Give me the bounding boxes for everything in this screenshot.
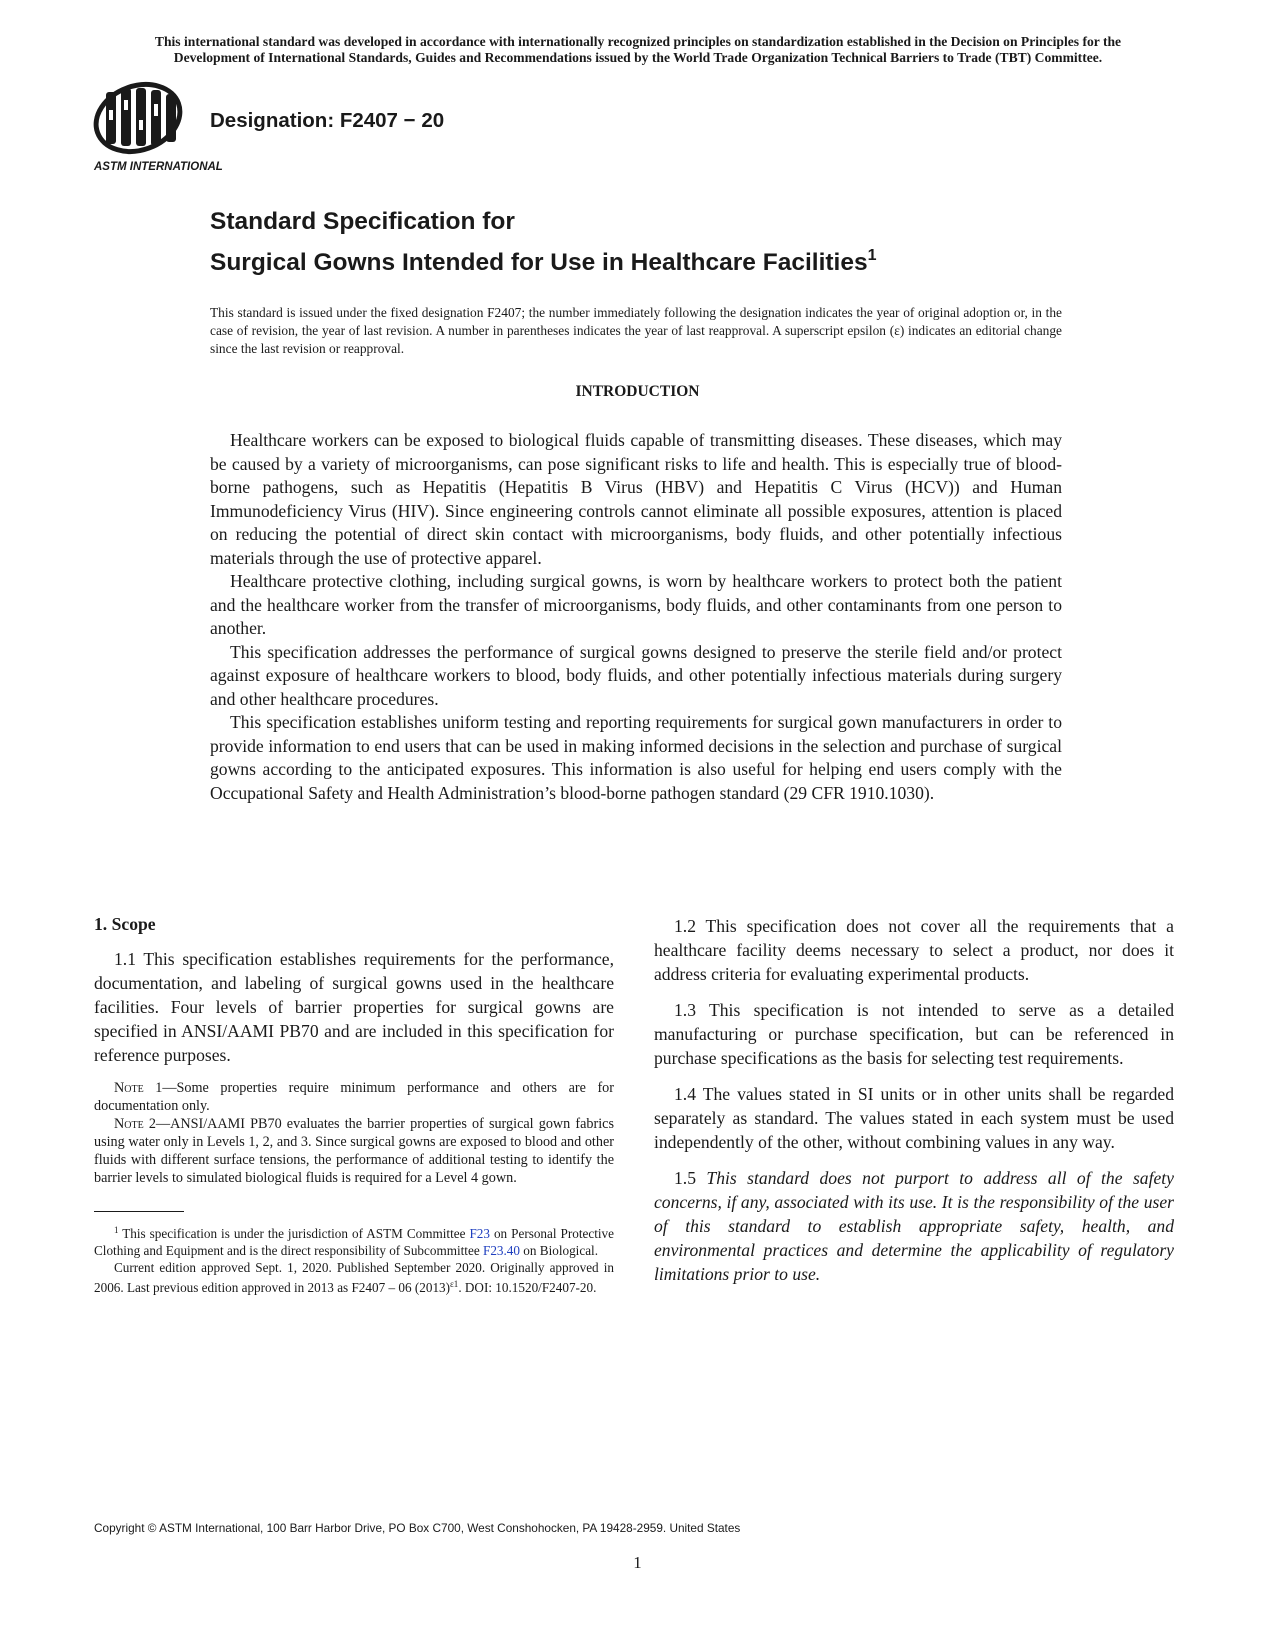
logo-text: ASTM INTERNATIONAL <box>94 161 223 173</box>
paragraph-1-2: 1.2 This specification does not cover all the requirements that a healthcare facility deems necessary to select a product, nor does it address criteria for evaluating experimental products. <box>654 916 1174 984</box>
scope-heading: 1. Scope <box>94 914 156 934</box>
astm-logo <box>90 80 223 176</box>
right-column <box>654 914 1174 1298</box>
left-column <box>94 914 614 1296</box>
subcommittee-link[interactable]: F23.40 <box>482 1243 520 1258</box>
note-1-text: —Some properties require minimum performance and others are for documentation only. <box>94 1080 614 1114</box>
paragraph-1-4: 1.4 The values stated in SI units or in other units shall be regarded separately as standard. The values stated in each system must be used independently of the other, without combining values in any way. <box>654 1084 1174 1152</box>
footnote-mark: 1 <box>114 1225 119 1235</box>
note-2-label: Note 2 <box>114 1116 156 1132</box>
footnote-rule <box>94 1211 184 1212</box>
page-number: 1 <box>633 1553 642 1572</box>
title-line-2 <box>210 239 877 280</box>
edition-footnote <box>94 1259 614 1296</box>
paragraph-1-5 <box>654 1166 1174 1286</box>
note-1-label: Note 1 <box>114 1080 163 1096</box>
introduction-paragraph: This specification addresses the performance of surgical gowns designed to preserve the sterile field and/or protect against exposure of healthcare workers to blood, body fluids, and other potentially infectious materials during surgery and other healthcare procedures. <box>210 641 1062 709</box>
note-2-text: —ANSI/AAMI PB70 evaluates the barrier properties of surgical gown fabrics using water only in Levels 1, 2, and 3. Since surgical gowns are exposed to blood and other fluids with different surface tensions, the performance of additional testing to identify the barrier levels to simulated biological fluids is required for a Level 4 gown. <box>94 1116 614 1186</box>
footnote-text: on Personal Protective Clothing and Equipment and is the direct responsibility of Subcommittee <box>94 1226 614 1258</box>
wto-notice <box>88 34 1188 66</box>
edition-doi: . DOI: 10.1520/F2407-20. <box>458 1280 597 1295</box>
footnote-text: This specification is under the jurisdiction of ASTM Committee <box>118 1226 470 1241</box>
paragraph-1-5-text: This standard does not purport to address all of the safety concerns, if any, associated with its use. It is the responsibility of the user of this standard to establish appropriate safety, health, and environmental practices and determine the applicability of regulatory limitations prior to use. <box>654 1168 1174 1284</box>
paragraph-1-5-number: 1.5 <box>674 1168 707 1188</box>
introduction-body <box>210 429 1062 805</box>
title-line-1: Standard Specification for <box>210 208 515 235</box>
document-title <box>210 205 877 280</box>
designation: Designation: F2407 − 20 <box>210 109 445 132</box>
title-line-2-text: Surgical Gowns Intended for Use in Healthcare Facilities <box>210 249 868 276</box>
copyright-notice: Copyright © ASTM International, 100 Barr Harbor Drive, PO Box C700, West Conshohocken, PA 19428-2959. United States <box>94 1521 741 1535</box>
edition-text: Current edition approved Sept. 1, 2020. Published September 2020. Originally approved in 2006. Last previous edition approved in 2013 as F2407 – 06 (2013) <box>94 1260 614 1295</box>
footnote-1 <box>94 1222 614 1259</box>
issuance-note: This standard is issued under the fixed designation F2407; the number immediately following the designation indicates the year of original adoption or, in the case of revision, the year of last revision. A number in parentheses indicates the year of last reapproval. A superscript epsilon (ε) indicates an editorial change since the last revision or reapproval. <box>210 305 1062 356</box>
committee-link[interactable]: F23 <box>469 1226 490 1241</box>
note-2 <box>94 1115 614 1187</box>
paragraph-1-1: 1.1 This specification establishes requirements for the performance, documentation, and labeling of surgical gowns used in the healthcare facilities. Four levels of barrier properties for surgical gowns are specified in ANSI/AAMI PB70 and are included in this specification for reference purposes. <box>94 949 614 1065</box>
introduction-heading: INTRODUCTION <box>575 383 700 400</box>
introduction-paragraph: Healthcare protective clothing, including surgical gowns, is worn by healthcare workers to protect both the patient and the healthcare worker from the transfer of microorganisms, body fluids, and other contaminants from one person to another. <box>210 571 1062 638</box>
wto-notice-line-2: Development of International Standards, Guides and Recommendations issued by the World Trade Organization Technical Barriers to Trade (TBT) Committee. <box>173 50 1103 65</box>
paragraph-1-3: 1.3 This specification is not intended to serve as a detailed manufacturing or purchase specification, but can be referenced in purchase specifications as the basis for selecting test requirements. <box>654 1000 1174 1068</box>
introduction-paragraph: Healthcare workers can be exposed to biological fluids capable of transmitting diseases. These diseases, which may be caused by a variety of microorganisms, can pose significant risks to life and health. This is especially true of blood-borne pathogens, such as Hepatitis (Hepatitis B Virus (HBV) and Hepatitis C Virus (HCV)) and Human Immunodeficiency Virus (HIV). Since engineering controls cannot eliminate all possible exposures, attention is placed on reducing the potential of direct skin contact with microorganisms, body fluids, and other potentially infectious materials through the use of protective apparel. <box>210 430 1062 568</box>
introduction-paragraph: This specification establishes uniform testing and reporting requirements for surgical gown manufacturers in order to provide information to end users that can be used in making informed decisions in the selection and purchase of surgical gowns according to the anticipated exposures. This information is also useful for helping end users comply with the Occupational Safety and Health Administration’s blood-borne pathogen standard (29 CFR 1910.1030). <box>210 712 1062 803</box>
title-footnote-ref: 1 <box>867 247 877 264</box>
wto-notice-line-1: This international standard was developed in accordance with internationally recognized principles on standardization established in the Decision on Principles for the <box>154 34 1122 49</box>
footnote-text: on Biological. <box>520 1243 599 1258</box>
note-1 <box>94 1079 614 1115</box>
edition-superscript: ε1 <box>450 1279 459 1289</box>
